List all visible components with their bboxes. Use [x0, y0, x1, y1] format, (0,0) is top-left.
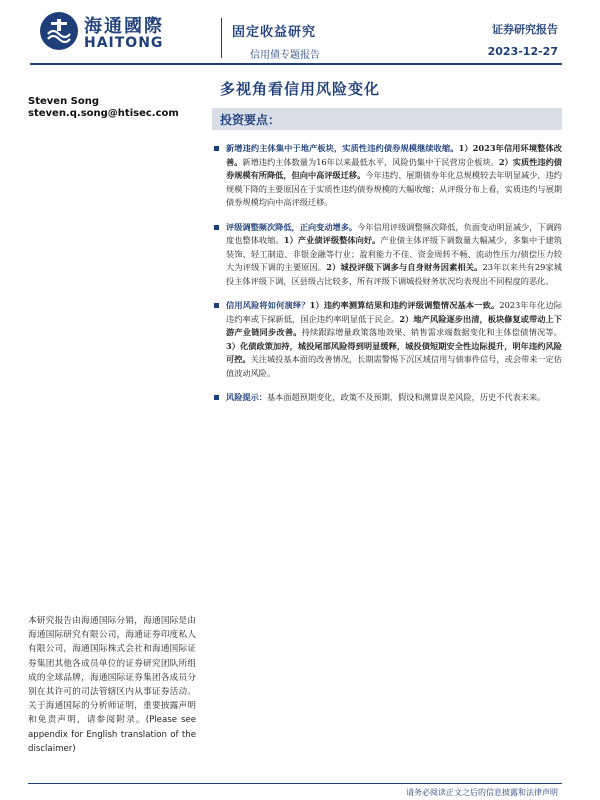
haitong-logo-icon	[40, 12, 78, 50]
key-point-segment: 今年信用评级调整频次降低，负面变动明显减少，下调跨度也整体收缩。	[226, 221, 562, 245]
key-point-segment: 产业债主体评级下调数量大幅减少，多集中于建筑装饰、轻工制造、非银金融等行业；盈利能力不佳、资金周转不畅、流动性压力/债偿压力较大为评级下调的主要原因。	[226, 235, 562, 272]
key-point-segment: 2023年年化边际违约率或下探新低，国企违约率明显低于民企。	[226, 300, 562, 324]
brand-name-en: HAITONG	[84, 35, 164, 51]
key-point-segment: 3）化债政策加持，城投尾部风险得到明显缓释，城投债短期安全性边际提升，明年违约风险可控。	[226, 340, 562, 364]
key-point	[212, 299, 562, 380]
key-points-heading: 投资要点：	[220, 113, 281, 127]
key-point-segment: 新增违约主体集中于地产板块，实质性违约债券规模继续收缩。	[226, 143, 459, 153]
footer-note: 请务必阅读正文之后的信息披露和法律声明	[406, 788, 558, 797]
report-date: 2023-12-27	[487, 45, 558, 58]
key-point-segment: 信用风险将如何演绎？	[226, 300, 310, 310]
key-point-segment: 关注城投基本面的改善情况，长期需警惕下沉区域信用与债事件信号，或会带来一定估值波动风险。	[226, 354, 562, 378]
report-subcategory: 信用債专题报告	[250, 50, 320, 61]
report-type: 证券研究报告	[492, 23, 558, 36]
disclaimer-en: (Please see appendix for English translation of the disclaimer)	[28, 715, 196, 754]
key-point-segment: 持续跟踪增量政策落地效果、销售需求端数据变化和主体偿债情况等。	[301, 327, 562, 337]
disclaimer	[28, 614, 196, 756]
key-point-segment: 2）城投评级下调多与自身财务因素相关。	[326, 262, 483, 272]
header-divider	[221, 18, 222, 58]
key-point	[212, 221, 562, 289]
author-name: Steven Song	[28, 96, 100, 107]
key-point-segment: 新增违约主体数量为16年以来最低水平，风险仍集中于民营房企板块。	[242, 156, 499, 167]
author-block	[28, 96, 179, 120]
header-rule	[30, 63, 562, 65]
report-title: 多视角看信用风险变化	[219, 80, 380, 98]
key-point	[212, 142, 562, 210]
author-email[interactable]: steven.q.song@htisec.com	[28, 108, 179, 119]
brand-name-cn: 海通國際	[84, 16, 164, 37]
footer-rule	[28, 783, 562, 784]
key-point-segment: 1）产业债评级整体向好。	[283, 235, 381, 245]
key-point-segment: 1）2023年信用环境整体改善。	[226, 143, 562, 167]
key-point-segment: 1）违约率测算结果和违约评级调整情况基本一致。	[309, 300, 500, 310]
key-point-segment: 23年以来共有29家城投主体评级下调，区县级占比较多，所有评级下调城投财务状况均表现出不同程度的恶化。	[226, 262, 562, 286]
key-points-header	[212, 108, 562, 130]
key-point	[212, 391, 562, 405]
key-point-segment: 风险提示：	[226, 392, 267, 402]
key-point-segment: 2）实质性违约债券规模有所降低，但向中高评级迁移。	[226, 156, 562, 180]
key-points-list	[212, 142, 562, 416]
key-point-segment: 评级调整频次降低，正向变动增多。	[226, 221, 358, 232]
key-point-segment: 2）地产风险逐步出清，板块修复或带动上下游产业链同步改善。	[226, 313, 562, 337]
report-category: 固定收益研究	[232, 25, 317, 40]
key-point-segment: 今年违约、展期债券年化总规模较去年明显减少，违约规模下降的主要原因在于实质性违约债券规模的大幅收缩；从评级分布上看，实质违约与展期债券规模均向中高评级迁移。	[226, 170, 562, 207]
disclaimer-cn: 本研究报告由海通国际分销，海通国际是由海通国际研究有限公司，海通证券印度私人有限公司，海通国际株式会社和海通国际证券集团其他各成员单位的证券研究团队所组成的全球品牌，海通国际证券集团各成员分别在其许可的司法管辖区内从事证券活动。关于海通国际的分析师证明，重要披露声明和免责声明，请参阅附录。	[28, 616, 196, 726]
key-point-segment: 基本面超预期变化，政策不及预期，假设和测算误差风险，历史不代表未来。	[266, 392, 546, 402]
